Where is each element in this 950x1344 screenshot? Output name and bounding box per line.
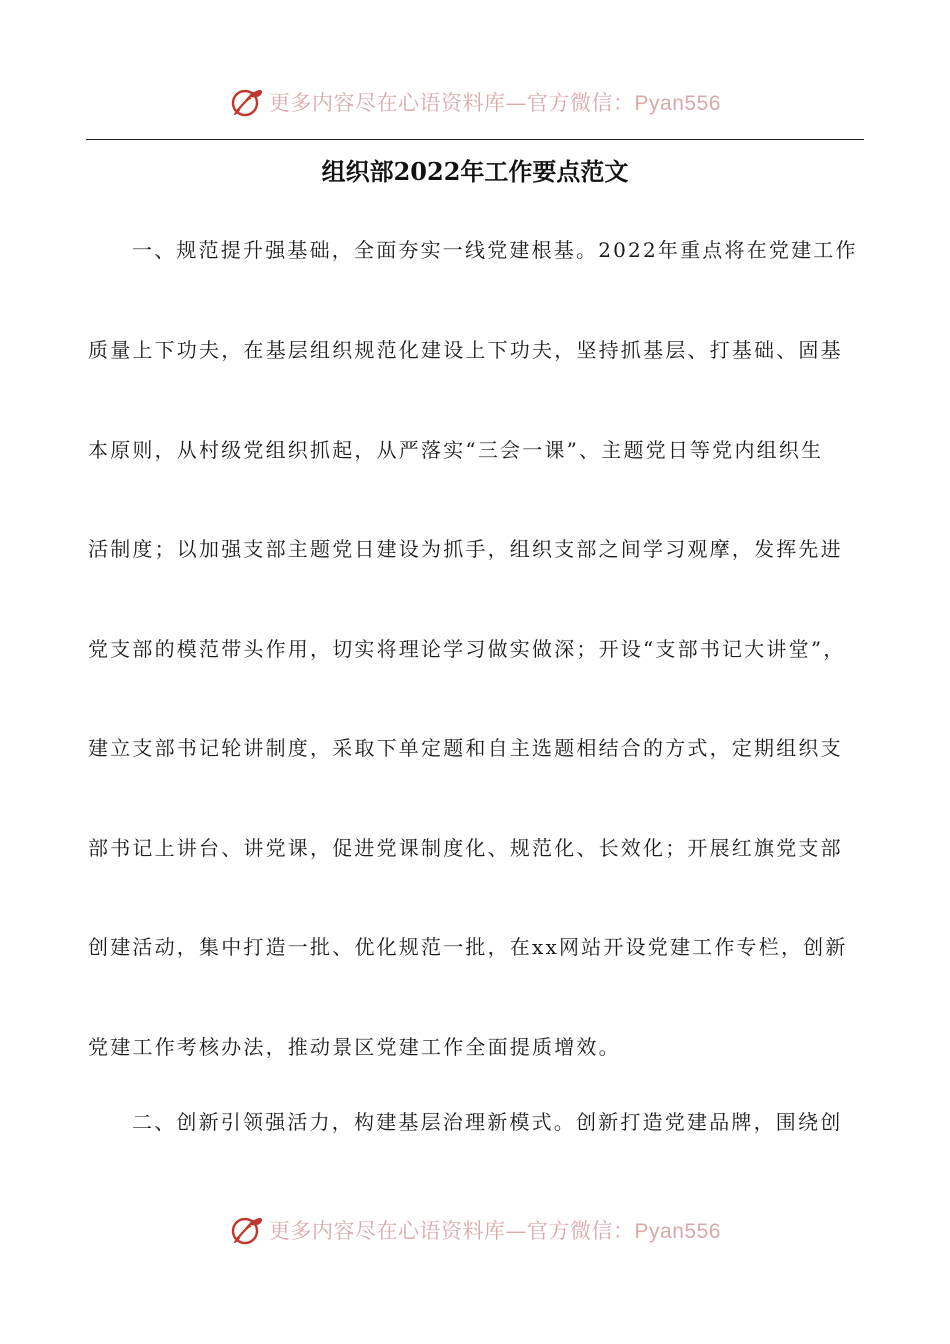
header-watermark xyxy=(0,82,950,122)
watermark-wechat-id: Pyan556 xyxy=(634,92,721,115)
paragraph-line: 部书记上讲台、讲党课，促进党课制度化、规范化、长效化；开展红旗党支部 xyxy=(88,836,843,860)
quill-logo-icon xyxy=(229,1212,265,1248)
paragraph-line: 创建活动，集中打造一批、优化规范一批，在xx网站开设党建工作专栏，创新 xyxy=(88,935,848,959)
footer-watermark xyxy=(0,1210,950,1250)
watermark-label: 更多内容尽在心语资料库—官方微信： xyxy=(269,1219,635,1243)
header-divider xyxy=(86,139,864,140)
watermark-wechat-id: Pyan556 xyxy=(634,1220,721,1243)
paragraph-line: 党支部的模范带头作用，切实将理论学习做实做深；开设“支部书记大讲堂”， xyxy=(88,637,846,661)
paragraph-line: 二、创新引领强活力，构建基层治理新模式。创新打造党建品牌，围绕创 xyxy=(132,1110,843,1134)
document-title: 组织部2022年工作要点范文 xyxy=(321,157,629,186)
paragraph-line: 建立支部书记轮讲制度，采取下单定题和自主选题相结合的方式，定期组织支 xyxy=(88,736,843,760)
watermark-text xyxy=(269,1215,721,1245)
watermark-text xyxy=(269,87,721,117)
paragraph-line: 本原则，从村级党组织抓起，从严落实“三会一课”、主题党日等党内组织生 xyxy=(88,438,824,462)
quill-logo-icon xyxy=(229,84,265,120)
paragraph-line: 活制度；以加强支部主题党日建设为抓手，组织支部之间学习观摩，发挥先进 xyxy=(88,537,843,561)
paragraph-line: 党建工作考核办法，推动景区党建工作全面提质增效。 xyxy=(88,1035,621,1059)
watermark-label: 更多内容尽在心语资料库—官方微信： xyxy=(269,91,635,115)
paragraph-line: 一、规范提升强基础，全面夯实一线党建根基。2022年重点将在党建工作 xyxy=(132,238,858,262)
paragraph-line: 质量上下功夫，在基层组织规范化建设上下功夫，坚持抓基层、打基础、固基 xyxy=(88,338,843,362)
